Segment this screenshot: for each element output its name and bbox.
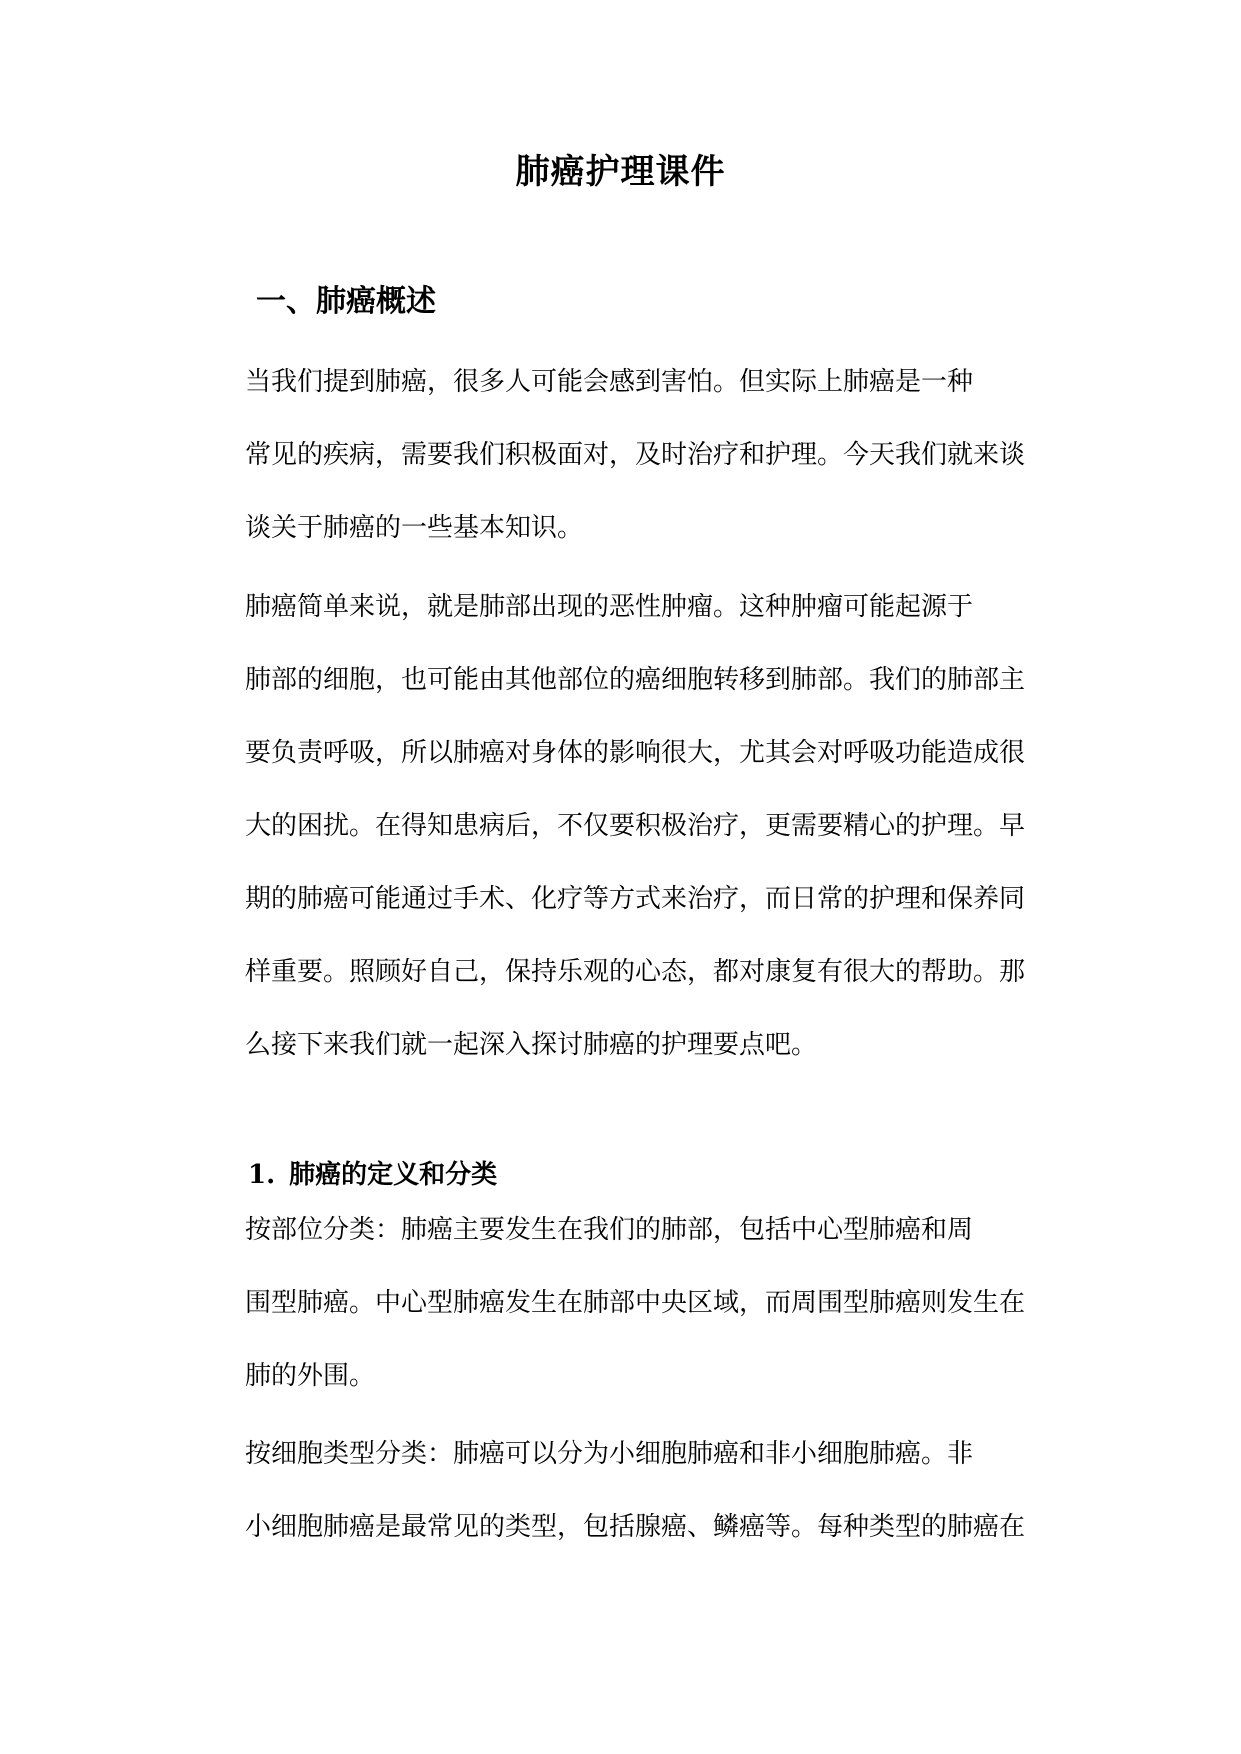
section-heading-overview: 一、肺癌概述 — [256, 284, 436, 319]
document-title: 肺癌护理课件 — [515, 152, 726, 192]
paragraph-line: 按细胞类型分类：肺癌可以分为小细胞肺癌和非小细胞肺癌。非 — [245, 1439, 974, 1469]
paragraph-line: 当我们提到肺癌，很多人可能会感到害怕。但实际上肺癌是一种 — [245, 367, 974, 397]
paragraph-line: 大的困扰。在得知患病后，不仅要积极治疗，更需要精心的护理。早 — [245, 811, 1026, 841]
paragraph-line: 小细胞肺癌是最常见的类型，包括腺癌、鳞癌等。每种类型的肺癌在 — [245, 1512, 1026, 1542]
paragraph-line: 期的肺癌可能通过手术、化疗等方式来治疗，而日常的护理和保养同 — [245, 884, 1026, 914]
paragraph-line: 常见的疾病，需要我们积极面对，及时治疗和护理。今天我们就来谈 — [245, 440, 1026, 470]
paragraph-line: 肺部的细胞，也可能由其他部位的癌细胞转移到肺部。我们的肺部主 — [245, 665, 1026, 695]
paragraph-by-location — [190, 1194, 1050, 1413]
paragraph-line: 谈关于肺癌的一些基本知识。 — [245, 513, 584, 543]
paragraph-line: 肺癌简单来说，就是肺部出现的恶性肿瘤。这种肿瘤可能起源于 — [245, 592, 974, 622]
paragraph-intro — [190, 346, 1050, 565]
paragraph-line: 要负责呼吸，所以肺癌对身体的影响很大，尤其会对呼吸功能造成很 — [245, 738, 1026, 768]
paragraph-definition — [190, 571, 1050, 1082]
subsection-heading-classification — [248, 1157, 497, 1193]
paragraph-line: 按部位分类：肺癌主要发生在我们的肺部，包括中心型肺癌和周 — [245, 1215, 974, 1245]
paragraph-line: 么接下来我们就一起深入探讨肺癌的护理要点吧。 — [245, 1030, 818, 1060]
paragraph-line: 样重要。照顾好自己，保持乐观的心态，都对康复有很大的帮助。那 — [245, 957, 1026, 987]
paragraph-line: 围型肺癌。中心型肺癌发生在肺部中央区域，而周围型肺癌则发生在 — [245, 1288, 1026, 1318]
paragraph-by-cell-type — [190, 1418, 1050, 1564]
subsection-number: 1. — [248, 1160, 276, 1190]
paragraph-line: 肺的外围。 — [245, 1361, 376, 1391]
subsection-title: 肺癌的定义和分类 — [289, 1160, 498, 1190]
